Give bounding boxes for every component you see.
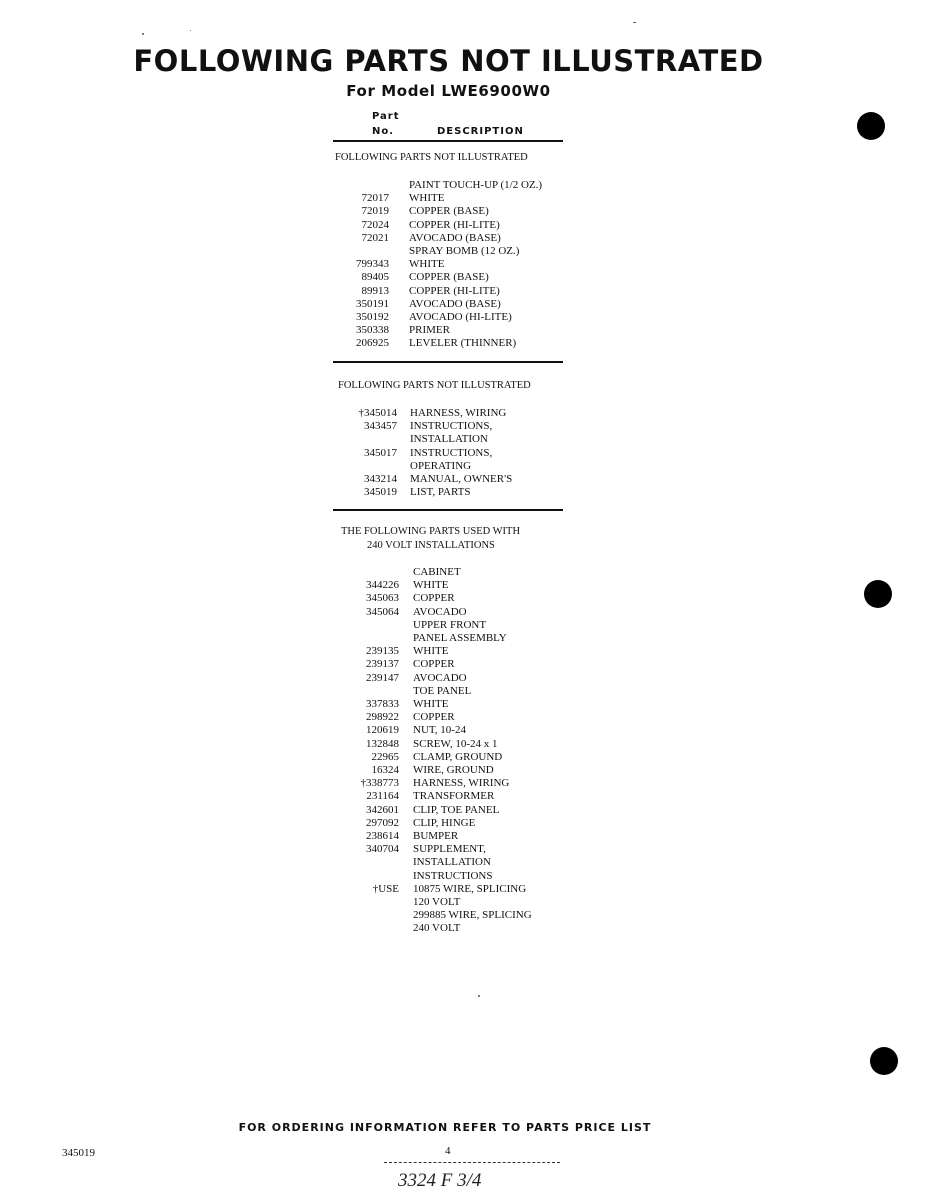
table-row [0,790,947,803]
part-description: COPPER [413,711,455,724]
part-description: SCREW, 10-24 x 1 [413,737,498,750]
section-2-heading: FOLLOWING PARTS NOT ILLUSTRATED [338,380,531,391]
table-row [0,777,947,790]
part-number: 72019 [361,205,389,218]
table-row [0,619,947,632]
part-description: 299885 WIRE, SPLICING [413,909,532,922]
footer-dashed-line [384,1162,560,1163]
part-number: 298922 [366,711,399,724]
part-description: 240 VOLT [413,922,461,935]
part-description: COPPER (BASE) [409,205,489,218]
scan-speck [633,22,636,23]
table-row [0,566,947,579]
part-number: 89913 [361,284,389,297]
part-description: CLAMP, GROUND [413,750,503,763]
document-number: 345019 [62,1147,95,1159]
part-description: COPPER (HI-LITE) [409,218,500,231]
table-row [0,856,947,869]
part-description: CLIP, HINGE [413,816,476,829]
part-number: 350191 [356,297,389,310]
part-description: PANEL ASSEMBLY [413,632,507,644]
model-subtitle: For Model LWE6900W0 [346,82,551,100]
description-column-header: DESCRIPTION [437,126,524,137]
part-number: 340704 [366,843,399,856]
part-number: 345019 [364,486,397,499]
part-description: TRANSFORMER [413,790,495,803]
part-number: 350192 [356,311,389,323]
table-row [0,698,947,711]
table-row [0,245,947,258]
table-row [0,447,947,460]
page-number: 4 [445,1145,451,1157]
table-row [0,685,947,698]
table-row [0,909,947,922]
part-number: 231164 [366,790,399,803]
part-description: SUPPLEMENT, [413,843,486,856]
part-description: WIRE, GROUND [413,764,494,776]
ordering-note: FOR ORDERING INFORMATION REFER TO PARTS PRICE LIST [238,1121,652,1134]
table-row [0,433,947,446]
part-description: INSTRUCTIONS, [410,420,493,433]
section-1-heading: FOLLOWING PARTS NOT ILLUSTRATED [335,152,528,163]
part-description: PRIMER [409,324,450,337]
part-description: COPPER [413,592,455,605]
part-number: 89405 [361,271,389,284]
part-description: BUMPER [413,830,459,842]
part-number: 239137 [366,658,399,671]
part-description: INSTALLATION [410,433,488,446]
part-number: 345064 [366,605,399,618]
part-description: PAINT TOUCH-UP (1/2 OZ.) [409,179,543,191]
table-row [0,870,947,883]
table-row [0,658,947,671]
table-row [0,298,947,311]
part-description: LIST, PARTS [410,486,471,499]
table-row [0,817,947,830]
part-number: †345014 [358,407,397,419]
part-description: SPRAY BOMB (12 OZ.) [409,245,520,257]
table-row [0,738,947,751]
part-description: WHITE [409,258,445,271]
part-number: 342601 [366,803,399,816]
scan-speck [478,995,480,997]
section-3-heading-line1: THE FOLLOWING PARTS USED WITH [341,526,521,537]
table-row [0,311,947,324]
table-row [0,179,947,192]
part-description: UPPER FRONT [413,618,487,631]
table-row [0,606,947,619]
part-description: WHITE [413,579,449,592]
table-row [0,592,947,605]
table-row [0,672,947,685]
table-row [0,324,947,337]
part-number: 345063 [366,592,399,605]
binder-hole-top [857,112,885,140]
part-description: COPPER [413,658,455,671]
table-row [0,843,947,856]
part-number: 343214 [364,473,397,485]
part-number: 72024 [361,218,389,231]
header-rule [333,140,563,142]
part-description: MANUAL, OWNER'S [410,473,513,485]
part-description: NUT, 10-24 [413,724,466,737]
part-column-header-line2: No. [372,126,395,137]
part-number: 343457 [364,420,397,433]
table-row [0,337,947,350]
part-number: 206925 [356,337,389,350]
section-1-rule [333,361,563,363]
table-row [0,420,947,433]
part-description: AVOCADO [413,671,467,684]
part-description: CABINET [413,566,461,578]
part-description: INSTRUCTIONS, [410,446,493,459]
part-description: WHITE [413,645,449,658]
table-row [0,632,947,645]
part-description: WHITE [413,698,449,710]
section-2-rule [333,509,563,511]
part-description: AVOCADO (BASE) [409,297,501,310]
part-description: INSTALLATION [413,856,491,869]
part-description: 10875 WIRE, SPLICING [413,882,527,895]
scan-speck [142,33,144,35]
table-row [0,407,947,420]
table-row [0,285,947,298]
part-number: 297092 [366,816,399,829]
part-description: AVOCADO (HI-LITE) [409,311,512,323]
table-row [0,883,947,896]
part-number: 132848 [366,737,399,750]
part-number: †USE [372,882,399,895]
binder-hole-middle [864,580,892,608]
table-row [0,724,947,737]
part-number: 72021 [361,231,389,244]
part-number: 238614 [366,830,399,842]
part-number: 22965 [371,750,399,763]
table-row [0,764,947,777]
part-description: OPERATING [410,459,472,472]
part-number: 239135 [366,645,399,658]
table-row [0,232,947,245]
table-row [0,271,947,284]
part-number: †338773 [360,777,399,790]
table-row [0,922,947,935]
part-number: 72017 [361,192,389,205]
table-row [0,804,947,817]
table-row [0,579,947,592]
part-description: HARNESS, WIRING [410,407,507,419]
table-row [0,192,947,205]
table-row [0,830,947,843]
table-row [0,751,947,764]
page-title: FOLLOWING PARTS NOT ILLUSTRATED [133,44,764,78]
part-number: 239147 [366,671,399,684]
part-description: TOE PANEL [413,684,472,697]
table-row [0,258,947,271]
part-number: 120619 [366,724,399,737]
handwritten-mark: 3324 F 3/4 [398,1170,482,1191]
part-number: 337833 [366,698,399,710]
table-row [0,205,947,218]
section-3-heading-line2: 240 VOLT INSTALLATIONS [367,540,495,551]
part-description: COPPER (HI-LITE) [409,284,500,297]
part-description: HARNESS, WIRING [413,777,510,790]
table-row [0,645,947,658]
table-row [0,896,947,909]
part-description: COPPER (BASE) [409,271,489,284]
table-row [0,460,947,473]
scan-speck [190,30,191,31]
part-description: 120 VOLT [413,896,461,908]
part-description: CLIP, TOE PANEL [413,803,500,816]
part-number: 345017 [364,446,397,459]
part-column-header-line1: Part [372,111,400,122]
table-row [0,486,947,499]
part-number: 350338 [356,324,389,337]
binder-hole-bottom [870,1047,898,1075]
part-description: INSTRUCTIONS [413,869,493,882]
part-number: 16324 [371,764,399,776]
part-number: 799343 [356,258,389,271]
part-description: AVOCADO [413,605,467,618]
table-row [0,711,947,724]
part-description: LEVELER (THINNER) [409,337,517,350]
part-description: WHITE [409,192,445,205]
table-row [0,219,947,232]
part-description: AVOCADO (BASE) [409,231,501,244]
part-number: 344226 [366,579,399,592]
table-row [0,473,947,486]
